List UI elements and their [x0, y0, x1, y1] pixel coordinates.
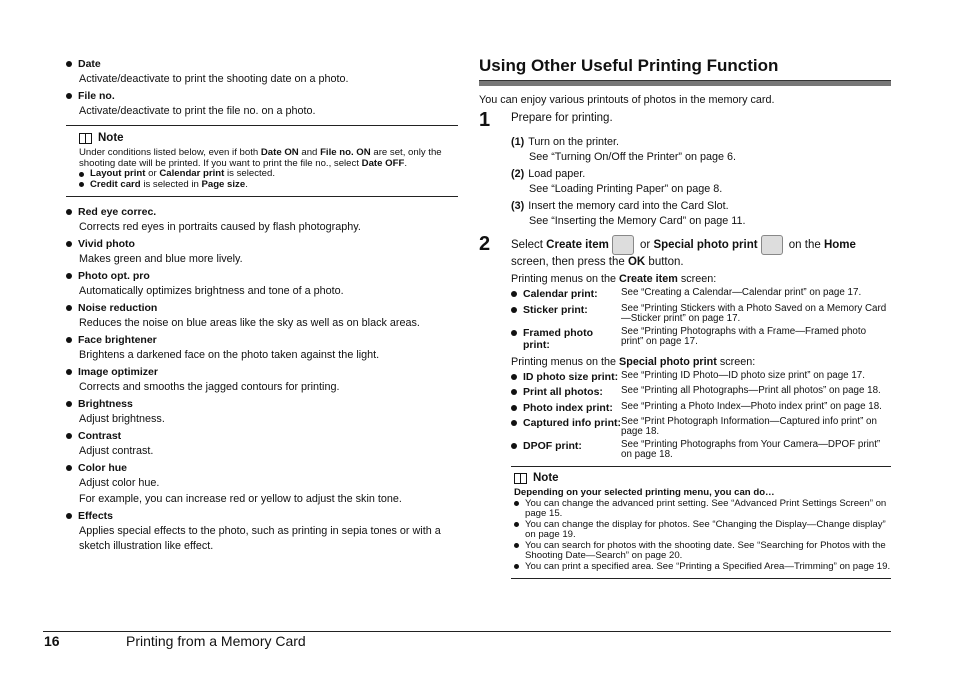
menu-name: Calendar print:	[511, 288, 621, 301]
note-bullet-item: You can change the advanced print setting. See “Advanced Print Settings Screen” on page 15.	[514, 499, 891, 520]
note-bullet-item: You can search for photos with the shooting date. See “Searching for Photos with the Shooting Date—Search” on page 20.	[514, 541, 891, 562]
menu-name: Framed photo print:	[511, 327, 621, 352]
setting-term	[66, 88, 458, 104]
bullet-icon	[66, 273, 72, 279]
note-bullet-item: You can change the display for photos. See “Changing the Display—Change display” on page 19.	[514, 520, 891, 541]
step-1-substeps	[479, 135, 891, 229]
create-item-icon	[612, 235, 634, 255]
note-bullet-item: Layout print or Calendar print is selected.	[79, 169, 458, 180]
menu-reference: See “Printing Stickers with a Photo Saved on a Memory Card—Sticker print” on page 17.	[621, 302, 887, 324]
settings-list-bottom	[66, 204, 458, 554]
step-1	[479, 111, 891, 129]
setting-name: Image optimizer	[78, 366, 158, 378]
section-heading: Using Other Useful Printing Function	[479, 56, 779, 75]
menu-name: Sticker print:	[511, 304, 621, 317]
setting-name: Brightness	[78, 398, 133, 410]
bullet-icon	[66, 337, 72, 343]
menu-row	[511, 417, 891, 437]
bullet-icon	[511, 330, 517, 336]
intro-text: You can enjoy various printouts of photos in the memory card.	[479, 94, 775, 106]
special-photo-menu-list	[511, 371, 891, 461]
setting-description: Adjust color hue.	[79, 477, 160, 489]
menu-name: ID photo size print:	[511, 371, 621, 384]
substep	[511, 199, 891, 214]
setting-description: Makes green and blue more lively.	[79, 253, 243, 265]
bullet-icon	[66, 433, 72, 439]
substep-number: (3)	[511, 200, 525, 212]
setting-description: Adjust brightness.	[79, 413, 165, 425]
setting-term	[66, 332, 458, 348]
special-photo-heading: Printing menus on the Special photo print screen:	[511, 355, 756, 368]
menu-reference: See “Printing ID Photo—ID photo size print” on page 17.	[621, 369, 865, 381]
setting-name: Effects	[78, 510, 114, 522]
step-text: Prepare for printing.	[511, 112, 613, 124]
menu-row	[511, 402, 891, 415]
substep-text: Insert the memory card into the Card Slot.	[528, 200, 729, 212]
create-item-menu-list	[511, 288, 891, 352]
menu-reference: See “Print Photograph Information—Captured info print” on page 18.	[621, 416, 877, 437]
menu-reference: See “Printing all Photographs—Print all photos” on page 18.	[621, 385, 881, 396]
menu-name: Photo index print:	[511, 402, 621, 415]
step-number: 1	[479, 109, 491, 131]
bullet-icon	[66, 93, 72, 99]
substep-number: (1)	[511, 136, 525, 148]
bullet-icon	[511, 420, 517, 426]
setting-term	[66, 268, 458, 284]
setting-name: Red eye correc.	[78, 206, 157, 218]
menu-name: DPOF print:	[511, 440, 621, 453]
note-bullets	[79, 169, 458, 190]
setting-term	[66, 56, 458, 72]
footer-rule	[43, 631, 891, 632]
note-box-right	[511, 466, 891, 579]
menu-row	[511, 386, 891, 399]
note-lead: Depending on your selected printing menu, you can do…	[514, 487, 775, 498]
setting-name: Date	[78, 58, 101, 70]
bullet-icon	[66, 241, 72, 247]
bullet-icon	[514, 564, 519, 569]
menu-row	[511, 288, 891, 301]
setting-term	[66, 396, 458, 412]
setting-description: Reduces the noise on blue areas like the sky as well as on black areas.	[79, 317, 420, 329]
note-title: Note	[533, 472, 559, 484]
substep	[511, 167, 891, 182]
step-2	[479, 235, 891, 269]
note-text: Under conditions listed below, even if both Date ON and File no. ON are set, only the shooting date will be printed. If you want to print the file no., select Date OFF.	[79, 147, 442, 169]
setting-description: Corrects and smooths the jagged contours for printing.	[79, 381, 340, 393]
setting-name: Photo opt. pro	[78, 270, 150, 282]
bullet-icon	[66, 61, 72, 67]
note-bullet-item: You can print a specified area. See “Printing a Specified Area—Trimming” on page 19.	[514, 562, 891, 573]
bullet-icon	[66, 513, 72, 519]
setting-description: Automatically optimizes brightness and tone of a photo.	[79, 285, 344, 297]
setting-description: Activate/deactivate to print the file no. on a photo.	[79, 105, 316, 117]
note-title: Note	[98, 132, 124, 144]
setting-term	[66, 508, 458, 524]
setting-term	[66, 204, 458, 220]
bullet-icon	[511, 374, 517, 380]
menu-row	[511, 371, 891, 384]
heading-rule	[479, 80, 891, 86]
menu-row	[511, 304, 891, 324]
note-bullets	[514, 499, 891, 573]
step-number: 2	[479, 233, 491, 255]
right-column	[479, 54, 891, 586]
setting-description: Activate/deactivate to print the shooting date on a photo.	[79, 73, 349, 85]
setting-description: For example, you can increase red or yellow to adjust the skin tone.	[79, 493, 402, 505]
bullet-icon	[79, 172, 84, 177]
bullet-icon	[511, 443, 517, 449]
note-box-left	[66, 125, 458, 197]
menu-reference: See “Printing Photographs from Your Camera—DPOF print” on page 18.	[621, 439, 881, 460]
menu-row	[511, 440, 891, 460]
substep-text: Load paper.	[528, 168, 586, 180]
bullet-icon	[66, 305, 72, 311]
substep-reference: See “Inserting the Memory Card” on page 11.	[529, 215, 746, 227]
setting-description: Corrects red eyes in portraits caused by flash photography.	[79, 221, 361, 233]
page-number: 16	[44, 633, 60, 649]
setting-name: Color hue	[78, 462, 127, 474]
setting-description: Applies special effects to the photo, such as printing in sepia tones or with a sketch illustration like effect.	[79, 525, 441, 552]
bullet-icon	[511, 405, 517, 411]
substep-number: (2)	[511, 168, 525, 180]
bullet-icon	[514, 501, 519, 506]
bullet-icon	[511, 389, 517, 395]
note-bullet-item: Credit card is selected in Page size.	[79, 180, 458, 191]
setting-description: Adjust contrast.	[79, 445, 154, 457]
setting-name: Vivid photo	[78, 238, 135, 250]
note-icon	[514, 473, 527, 484]
settings-list-top	[66, 56, 458, 119]
bullet-icon	[79, 182, 84, 187]
footer-section-title: Printing from a Memory Card	[126, 633, 306, 649]
bullet-icon	[66, 369, 72, 375]
bullet-icon	[66, 465, 72, 471]
bullet-icon	[514, 543, 519, 548]
setting-term	[66, 236, 458, 252]
setting-description: Brightens a darkened face on the photo taken against the light.	[79, 349, 380, 361]
step-text: Select Create item or Special photo print on the Home screen, then press the OK button.	[511, 235, 856, 269]
note-icon	[79, 133, 92, 144]
setting-name: Noise reduction	[78, 302, 158, 314]
setting-name: Contrast	[78, 430, 122, 442]
bullet-icon	[511, 307, 517, 313]
bullet-icon	[511, 291, 517, 297]
setting-term	[66, 460, 458, 476]
bullet-icon	[66, 209, 72, 215]
menu-name: Print all photos:	[511, 386, 621, 399]
left-column	[66, 56, 458, 555]
setting-name: Face brightener	[78, 334, 157, 346]
substep-reference: See “Loading Printing Paper” on page 8.	[529, 183, 723, 195]
special-photo-print-icon	[761, 235, 783, 255]
bullet-icon	[514, 522, 519, 527]
menu-reference: See “Printing Photographs with a Frame—Framed photo print” on page 17.	[621, 325, 867, 347]
menu-reference: See “Printing a Photo Index—Photo index print” on page 18.	[621, 400, 882, 412]
substep-text: Turn on the printer.	[528, 136, 620, 148]
setting-name: File no.	[78, 90, 115, 102]
substep	[511, 135, 891, 150]
menu-row	[511, 327, 891, 352]
setting-term	[66, 364, 458, 380]
setting-term	[66, 428, 458, 444]
create-item-heading: Printing menus on the Create item screen:	[511, 273, 717, 285]
bullet-icon	[66, 401, 72, 407]
menu-name: Captured info print:	[511, 417, 621, 430]
substep-reference: See “Turning On/Off the Printer” on page 6.	[529, 151, 737, 163]
setting-term	[66, 300, 458, 316]
menu-reference: See “Creating a Calendar—Calendar print” on page 17.	[621, 287, 862, 298]
